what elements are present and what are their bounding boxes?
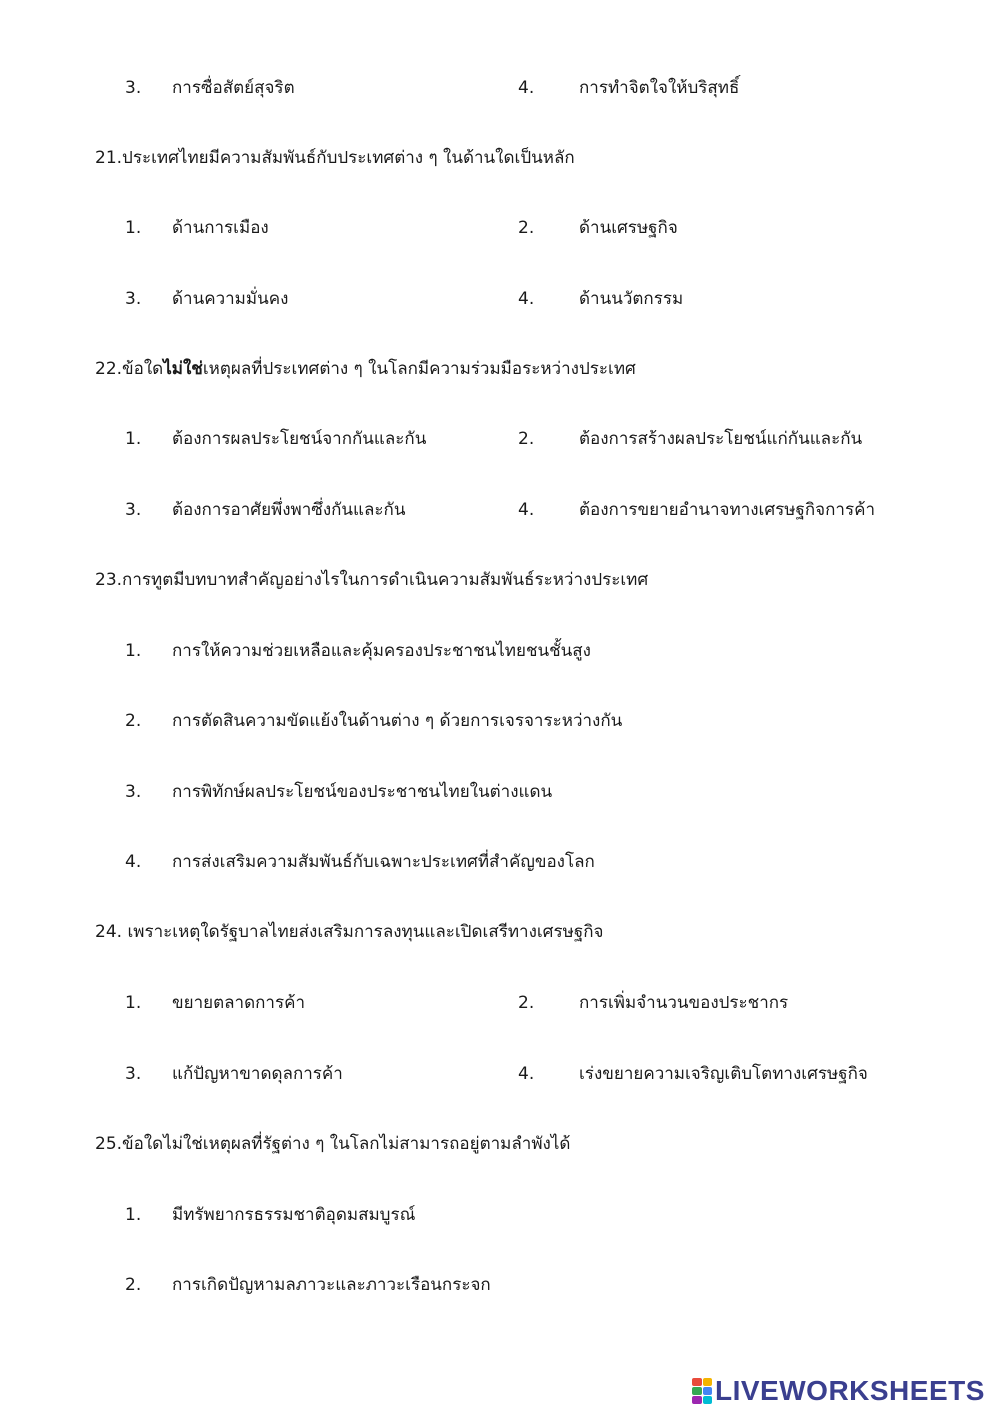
logo-tile [692, 1396, 702, 1404]
question-text: 24. เพราะเหตุใดรัฐบาลไทยส่งเสริมการลงทุนและเปิดเสรีทางเศรษฐกิจ [95, 922, 604, 942]
option-number: 1. [125, 218, 142, 238]
option-number: 3. [125, 1064, 142, 1084]
logo-tile [703, 1378, 713, 1386]
option-text: ต้องการผลประโยชน์จากกันและกัน [172, 429, 427, 449]
liveworksheets-logo[interactable] [692, 1376, 985, 1406]
option-number: 2. [518, 993, 535, 1013]
option-number: 1. [125, 993, 142, 1013]
option-text: ด้านความมั่นคง [172, 289, 289, 309]
option-number: 4. [518, 500, 535, 520]
option-number: 4. [518, 1064, 535, 1084]
option-text: การซื่อสัตย์สุจริต [172, 78, 295, 98]
option-number: 1. [125, 641, 142, 661]
option-text: การทำจิตใจให้บริสุทธิ์ [579, 78, 740, 98]
option-text: มีทรัพยากรธรรมชาติอุดมสมบูรณ์ [172, 1205, 416, 1225]
option-text: ขยายตลาดการค้า [172, 993, 306, 1013]
option-number: 4. [518, 289, 535, 309]
option-text: ด้านเศรษฐกิจ [579, 218, 678, 238]
option-text: การส่งเสริมความสัมพันธ์กับเฉพาะประเทศที่สำคัญของโลก [172, 852, 595, 872]
option-number: 2. [125, 1275, 142, 1295]
option-text: การเกิดปัญหามลภาวะและภาวะเรือนกระจก [172, 1275, 491, 1295]
option-text: ต้องการขยายอำนาจทางเศรษฐกิจการค้า [579, 500, 876, 520]
question-text: 21.ประเทศไทยมีความสัมพันธ์กับประเทศต่าง ๆ ในด้านใดเป็นหลัก [95, 148, 575, 168]
option-number: 2. [518, 218, 535, 238]
question-suffix: เหตุผลที่ประเทศต่าง ๆ ในโลกมีความร่วมมือระหว่างประเทศ [202, 359, 636, 379]
logo-tile [703, 1387, 713, 1395]
question-text: 23.การทูตมีบทบาทสำคัญอย่างไรในการดำเนินความสัมพันธ์ระหว่างประเทศ [95, 570, 649, 590]
liveworksheets-logo-icon [692, 1378, 712, 1404]
option-text: ด้านการเมือง [172, 218, 269, 238]
option-number: 2. [125, 711, 142, 731]
option-text: ต้องการสร้างผลประโยชน์แก่กันและกัน [579, 429, 863, 449]
option-text: แก้ปัญหาขาดดุลการค้า [172, 1064, 343, 1084]
option-text: การพิทักษ์ผลประโยชน์ของประชาชนไทยในต่างแดน [172, 782, 553, 802]
option-text: การตัดสินความขัดแย้งในด้านต่าง ๆ ด้วยการเจรจาระหว่างกัน [172, 711, 623, 731]
logo-tile [703, 1396, 713, 1404]
option-number: 3. [125, 78, 142, 98]
option-number: 4. [125, 852, 142, 872]
option-number: 3. [125, 782, 142, 802]
question-text [95, 357, 636, 381]
option-number: 4. [518, 78, 535, 98]
question-emphasis: ไม่ใช่ [163, 359, 203, 379]
question-prefix: 22.ข้อใด [95, 359, 164, 379]
option-text: เร่งขยายความเจริญเติบโตทางเศรษฐกิจ [579, 1064, 868, 1084]
option-number: 2. [518, 429, 535, 449]
option-number: 1. [125, 1205, 142, 1225]
logo-tile [692, 1378, 702, 1386]
option-text: การเพิ่มจำนวนของประชากร [579, 993, 789, 1013]
question-text: 25.ข้อใดไม่ใช่เหตุผลที่รัฐต่าง ๆ ในโลกไม่สามารถอยู่ตามลำพังได้ [95, 1134, 571, 1154]
option-number: 3. [125, 289, 142, 309]
logo-tile [692, 1387, 702, 1395]
option-number: 1. [125, 429, 142, 449]
option-number: 3. [125, 500, 142, 520]
option-text: ต้องการอาศัยพึ่งพาซึ่งกันและกัน [172, 500, 406, 520]
logo-text: LIVEWORKSHEETS [715, 1375, 985, 1406]
option-text: ด้านนวัตกรรม [579, 289, 684, 309]
option-text: การให้ความช่วยเหลือและคุ้มครองประชาชนไทยชนชั้นสูง [172, 641, 591, 661]
